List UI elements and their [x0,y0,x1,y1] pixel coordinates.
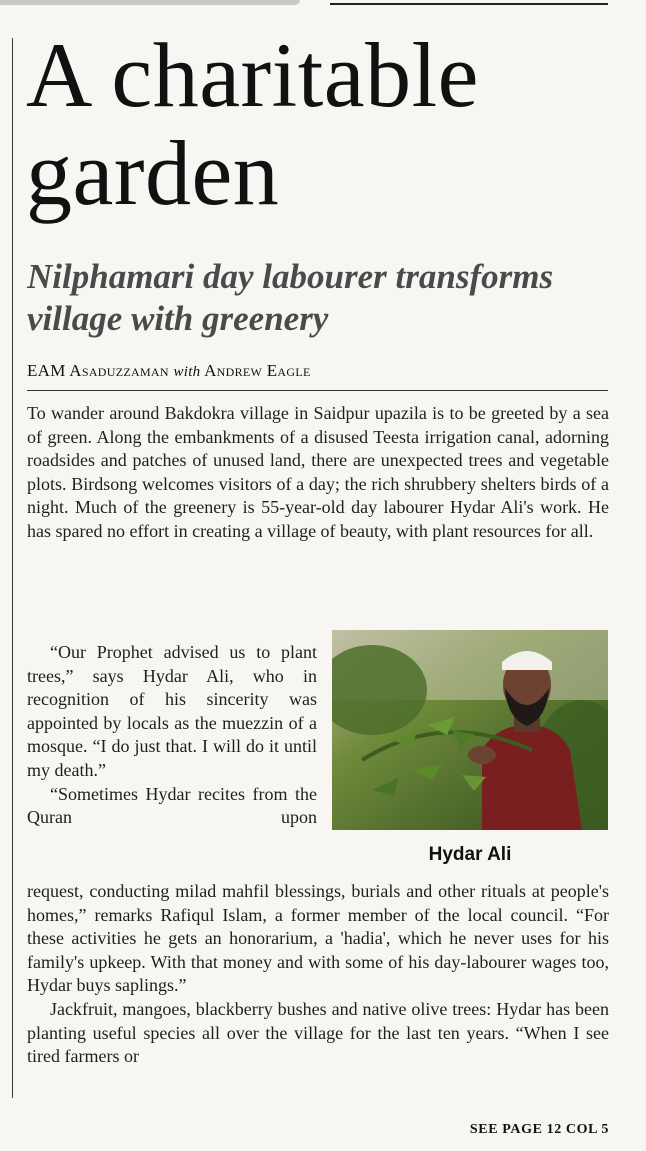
byline [27,361,311,381]
top-rule-left [0,0,300,5]
paragraph-quote-prophet: “Our Prophet advised us to plant trees,” says Hydar Ali, who in recognition of his sincerity was appointed by locals as the muezzin of a mosque. “I do just that. I will do it until my death.” [27,642,317,780]
continuation-note: SEE PAGE 12 COL 5 [469,1122,609,1137]
byline-rule [27,390,608,391]
portrait-photo [332,630,608,830]
byline-coauthor: Andrew Eagle [204,361,311,380]
top-rule-right [330,3,608,5]
narrow-column [27,641,317,830]
subheadline: Nilphamari day labourer transforms village with greenery [27,257,554,338]
byline-author: EAM Asaduzzaman [27,361,169,380]
headline: A charitable garden [26,24,480,224]
lead-paragraph: To wander around Bakdokra village in Saidpur upazila is to be greeted by a sea of green. Along the embankments of a disused Teesta irrigation canal, adorning roadsides and patches of unused land, there are unexpected trees and vegetable plots. Birdsong welcomes visitors of a day; the rich shrubbery shelters birds of a night. Much of the greenery is 55-year-old day labourer Hydar Ali's work. He has spared no effort in creating a village of beauty, with plant resources for all. [27,403,609,541]
photo-illustration [332,630,608,830]
wide-column [27,880,609,1069]
column-rule [12,38,13,1098]
paragraph-rafiqul: request, conducting milad mahfil blessings, burials and other rituals at people's homes,” remarks Rafiqul Islam, a former member of the local council. “For these activities he gets an honorarium, a 'hadia', which he never uses for his family's upkeep. With that money and with some of his day-labourer wages too, Hydar buys saplings.” [27,881,609,996]
paragraph-jackfruit: Jackfruit, mangoes, blackberry bushes and native olive trees: Hydar has been planting useful species all over the village for the last ten years. “When I see tired farmers or [27,998,609,1067]
byline-connector: with [173,364,201,380]
photo-caption: Hydar Ali [428,844,512,865]
paragraph-quran-start: “Sometimes Hydar recites from the Quran upon [27,783,317,828]
